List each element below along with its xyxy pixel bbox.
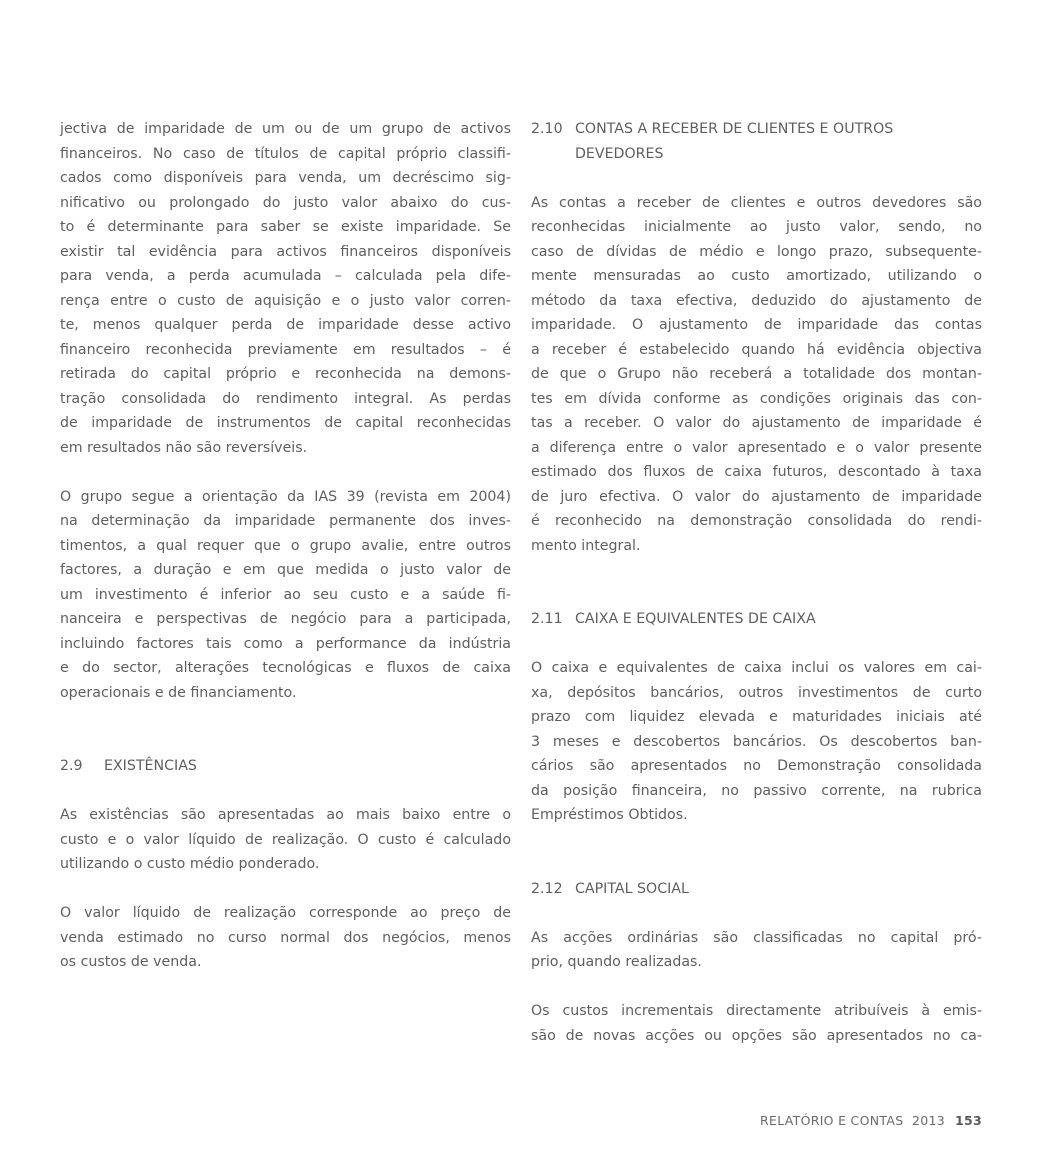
paragraph-ias39 [60,485,511,706]
text-line: to é determinante para saber se existe imparidade. Se [60,219,511,235]
section-number: 2.10 [531,121,563,137]
text-line: estimado dos fluxos de caixa futuros, descontado à taxa [531,464,982,480]
paragraph-imparidade-continuation [60,117,511,460]
footer-label: RELATÓRIO E CONTAS 2013 [760,1113,945,1128]
section-number: 2.9 [60,758,83,774]
text-line: mente mensuradas ao custo amortizado, utilizando o [531,268,982,284]
text-line: prio, quando realizadas. [531,954,702,970]
text-line: de que o Grupo não receberá a totalidade dos montan- [531,366,982,382]
text-line: de juro efectiva. O valor do ajustamento de imparidade [531,488,982,505]
paragraph-custos-incrementais [531,999,982,1048]
text-line: As contas a receber de clientes e outros devedores são [531,194,982,211]
text-line: O valor líquido de realização corresponde ao preço de [60,905,511,921]
text-line: nificativo ou prolongado do justo valor abaixo do cus- [60,194,511,211]
right-column [531,117,982,1048]
text-line: imparidade. O ajustamento de imparidade das contas [531,317,982,333]
text-line: cados como disponíveis para venda, um decréscimo sig- [60,170,511,186]
text-line: um investimento é inferior ao seu custo e a saúde fi- [60,586,511,603]
section-heading-2-11 [531,607,982,632]
text-line: a receber é estabelecido quando há evidência objectiva [531,341,982,358]
text-line: venda estimado no curso normal dos negócios, menos [60,929,511,946]
page-footer [760,1113,982,1128]
text-line: factores, a duração e em que medida o justo valor de [60,562,511,578]
text-line: utilizando o custo médio ponderado. [60,856,320,872]
text-line: incluindo factores tais como a performance da indústria [60,635,511,652]
text-line: cários são apresentados no Demonstração consolidada [531,758,982,774]
text-line: xa, depósitos bancários, outros investimentos de curto [531,684,982,701]
text-line: rença entre o custo de aquisição e o justo valor corren- [60,292,511,309]
text-line: custo e o valor líquido de realização. O custo é calculado [60,831,511,848]
paragraph-existencias [60,803,511,877]
text-line: jectiva de imparidade de um ou de um grupo de activos [60,121,511,137]
section-heading-2-10 [531,117,982,166]
text-line: em resultados não são reversíveis. [60,439,308,456]
text-line: reconhecidas inicialmente ao justo valor, sendo, no [531,219,982,235]
text-line: financeiros. No caso de títulos de capital próprio classifi- [60,145,511,162]
text-line: tração consolidada do rendimento integral. As perdas [60,390,511,407]
text-line: nanceira e perspectivas de negócio para a participada, [60,611,511,627]
text-line: são de novas acções ou opções são apresentados no ca- [531,1027,982,1044]
text-line: O caixa e equivalentes de caixa inclui os valores em cai- [531,660,982,676]
section-number: 2.11 [531,611,563,627]
section-number: 2.12 [531,880,563,897]
paragraph-valor-liquido [60,901,511,975]
text-line: timentos, a qual requer que o grupo avalie, entre outros [60,537,511,554]
text-line: financeiro reconhecida previamente em resultados – é [60,341,511,358]
section-title-continuation: DEVEDORES [575,145,664,162]
text-line: As acções ordinárias são classificadas no capital pró- [531,929,982,946]
text-line: na determinação da imparidade permanente dos inves- [60,513,511,529]
left-column [60,117,511,975]
text-line: O grupo segue a orientação da IAS 39 (revista em 2004) [60,488,511,505]
text-line: de imparidade de instrumentos de capital reconhecidas [60,415,511,431]
text-line: prazo com liquidez elevada e maturidades iniciais até [531,709,982,725]
paragraph-caixa [531,656,982,828]
section-title: EXISTÊNCIAS [104,758,197,774]
paragraph-contas-receber [531,191,982,559]
text-line: te, menos qualquer perda de imparidade desse activo [60,317,511,333]
text-line: operacionais e de financiamento. [60,684,297,701]
section-title: CONTAS A RECEBER DE CLIENTES E OUTROS [575,121,894,137]
text-line: tes em dívida conforme as condições originais das con- [531,390,982,407]
text-line: mento integral. [531,537,641,554]
text-line: retirada do capital próprio e reconhecida na demons- [60,366,511,382]
text-line: e do sector, alterações tecnológicas e fluxos de caixa [60,660,511,676]
page-number: 153 [955,1113,982,1128]
text-line: Os custos incrementais directamente atribuíveis à emis- [531,1003,982,1019]
text-line: é reconhecido na demonstração consolidada do rendi- [531,513,982,529]
section-title: CAIXA E EQUIVALENTES DE CAIXA [575,611,816,627]
text-line: método da taxa efectiva, deduzido do ajustamento de [531,292,982,309]
text-line: caso de dívidas de médio e longo prazo, subsequente- [531,243,982,260]
text-line: os custos de venda. [60,954,202,970]
text-line: da posição financeira, no passivo corrente, na rubrica [531,782,982,799]
text-line: As existências são apresentadas ao mais baixo entre o [60,807,511,823]
text-line: para venda, a perda acumulada – calculada pela dife- [60,268,511,284]
text-line: a diferença entre o valor apresentado e o valor presente [531,439,982,456]
text-line: 3 meses e descobertos bancários. Os descobertos ban- [531,733,982,750]
section-heading-2-9 [60,754,511,779]
text-line: existir tal evidência para activos financeiros disponíveis [60,243,511,260]
section-title: CAPITAL SOCIAL [575,880,689,897]
text-line: tas a receber. O valor do ajustamento de imparidade é [531,415,982,431]
paragraph-accoes-ordinarias [531,926,982,975]
section-heading-2-12 [531,877,982,902]
text-line: Empréstimos Obtidos. [531,807,688,823]
